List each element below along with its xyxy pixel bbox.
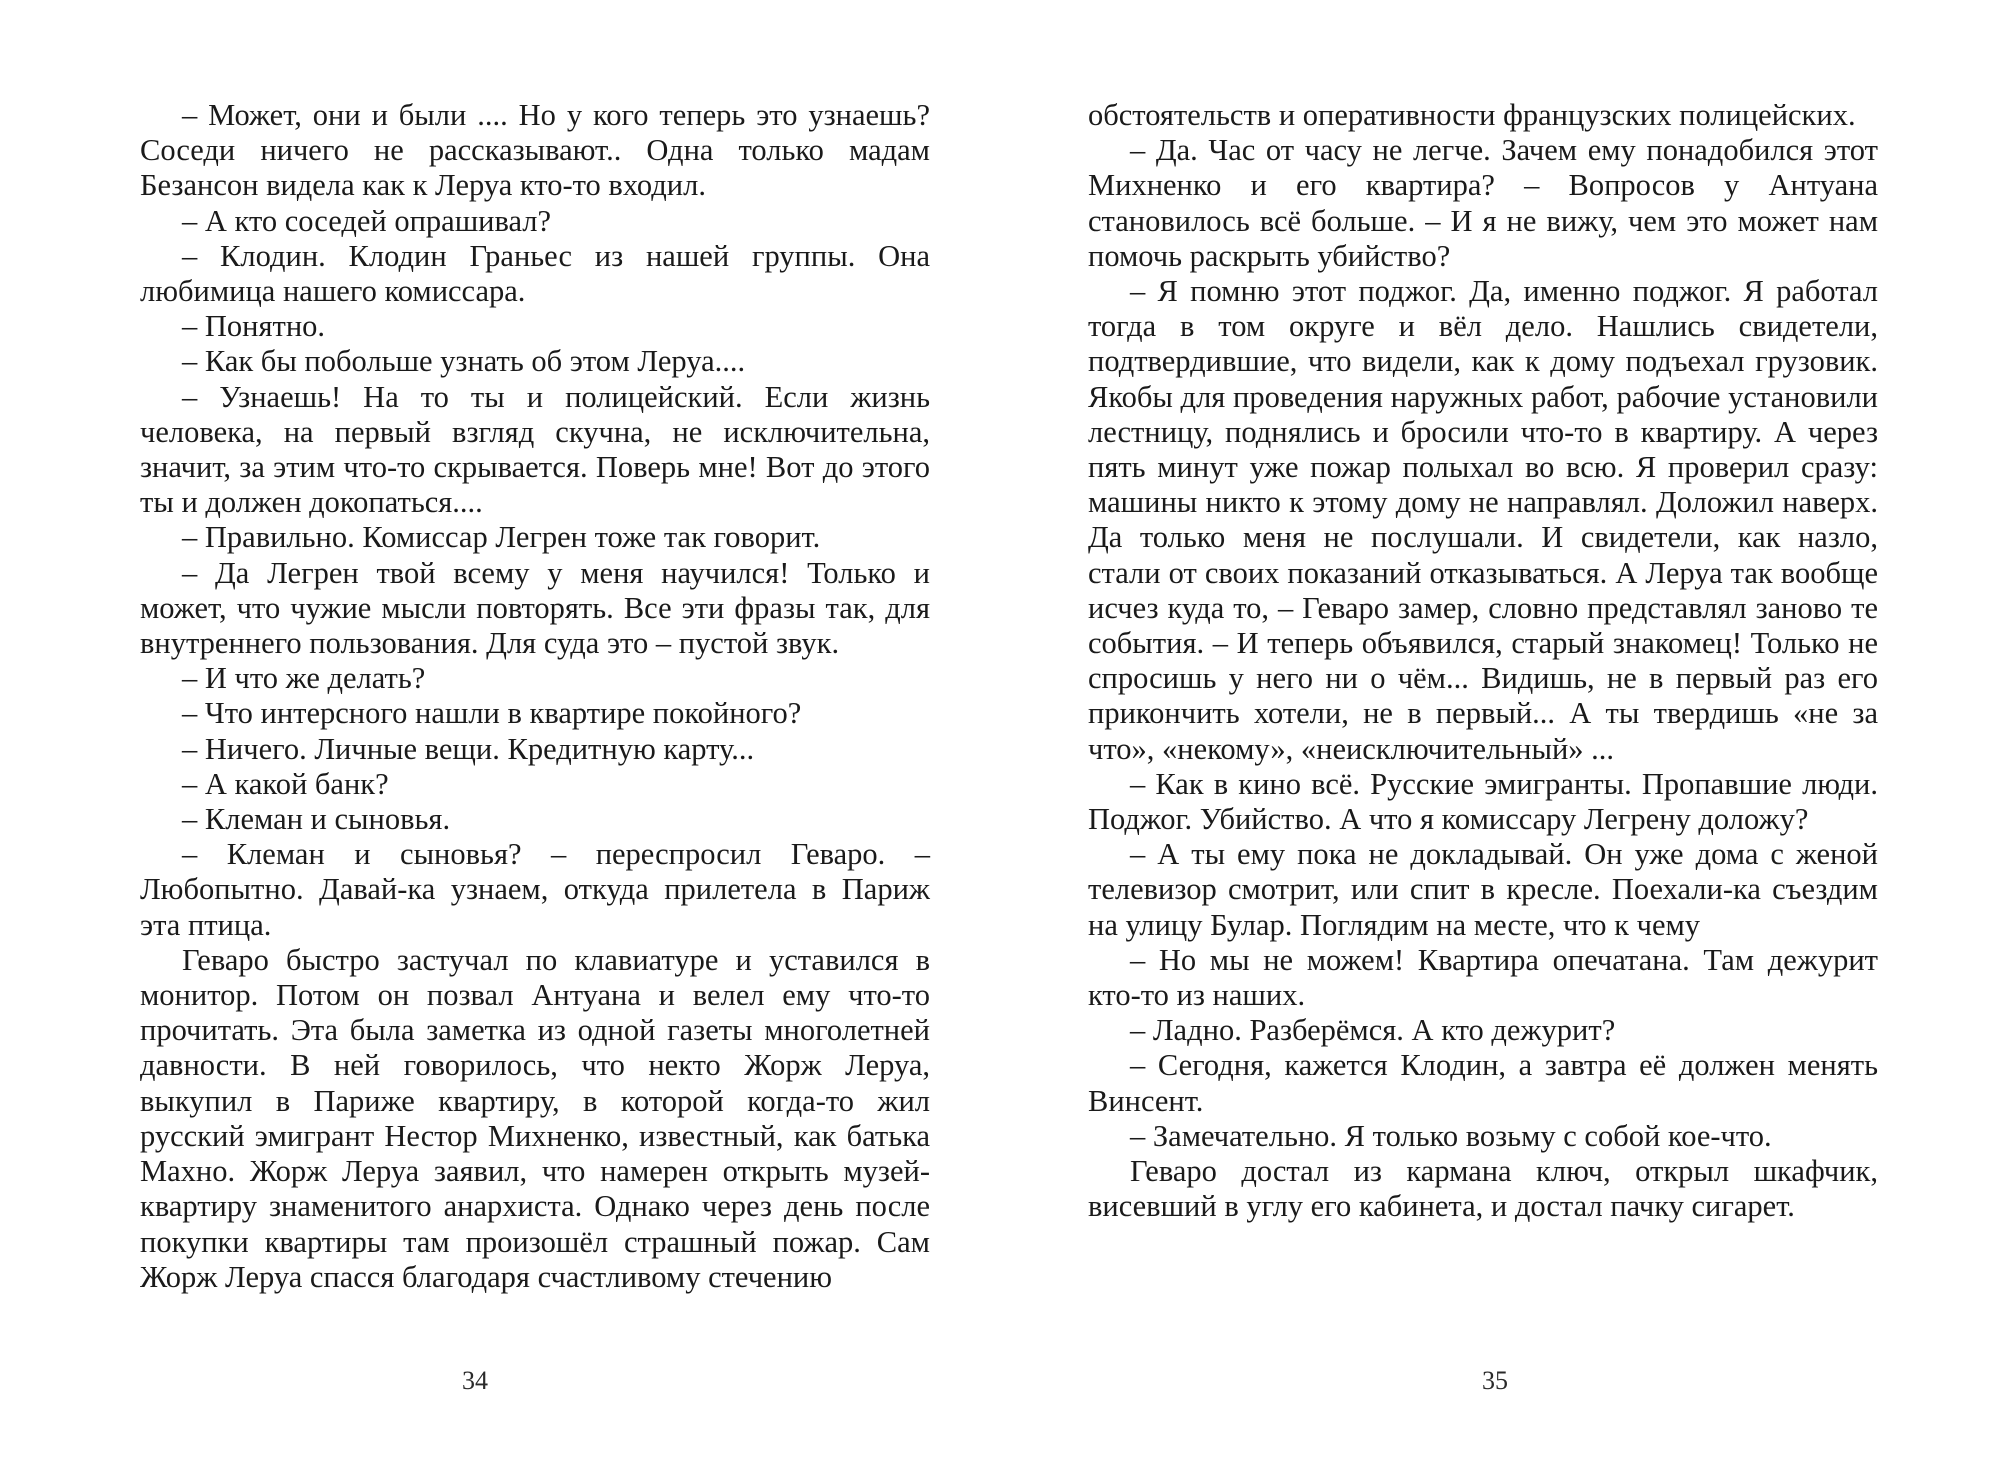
paragraph: – Ничего. Личные вещи. Кредитную карту... [182,731,755,766]
right-page [1088,98,1878,1225]
paragraph: – Но мы не можем! Квартира опечатана. Там дежурит кто-то из наших. [1088,942,1878,1013]
paragraph: – Как в кино всё. Русские эмигранты. Пропавшие люди. Поджог. Убийство. А что я комиссару Легрену доложу? [1088,766,1878,837]
paragraph: – Правильно. Комиссар Легрен тоже так говорит. [182,520,821,555]
paragraph: Геваро быстро застучал по клавиатуре и уставился в монитор. Потом он позвал Антуана и велел ему что-то прочитать. Эта была заметка из одной газеты многолетней давности. В ней говорилось, что некто Жорж Леруа, выкупил в Париже квартиру, в которой когда-то жил русский эмигрант Нестор Михненко, известный, как батька Махно. Жорж Леруа заявил, что намерен открыть музей-квартиру знаменитого анархиста. Однако через день после покупки квартиры там произошёл страшный пожар. Сам Жорж Леруа спасся благодаря счастливому стечению [140,942,930,1294]
paragraph: – А ты ему пока не докладывай. Он уже дома с женой телевизор смотрит, или спит в кресле. Поехали-ка съездим на улицу Булар. Поглядим на месте, что к чему [1088,837,1878,942]
left-page [140,98,930,1295]
paragraph: – Понятно. [182,309,326,344]
paragraph: – А какой банк? [182,766,389,801]
paragraph: – Что интерсного нашли в квартире покойного? [182,696,802,731]
paragraph: – Ладно. Разберёмся. А кто дежурит? [1130,1013,1616,1048]
continuation-paragraph: обстоятельств и оперативности французских полицейских. [1088,98,1856,132]
paragraph: – Замечательно. Я только возьму с собой кое-что. [1130,1118,1772,1153]
paragraph: – И что же делать? [182,661,426,696]
paragraph: – Я помню этот поджог. Да, именно поджог. Я работал тогда в том округе и вёл дело. Нашлись свидетели, подтвердившие, что видели, как к дому подъехал грузовик. Якобы для проведения наружных работ, рабочие установили лестницу, поднялись и бросили что-то в квартиру. А через пять минут уже пожар полыхал во всю. Я проверил сразу: машины никто к этому дому не направлял. Доложил наверх. Да только меня не послушали. И свидетели, как назло, стали от своих показаний отказываться. А Леруа так вообще исчез куда то, – Геваро замер, словно представлял заново те события. – И теперь объявился, старый знакомец! Только не спросишь у него ни о чём... Видишь, не в первый раз его прикончить хотели, не в первый... А ты твердишь «не за что», «некому», «неисключительный» ... [1088,274,1878,766]
paragraph: – Узнаешь! На то ты и полицейский. Если жизнь человека, на первый взгляд скучна, не исключительна, значит, за этим что-то скрывается. Поверь мне! Вот до этого ты и должен докопаться.... [140,379,930,520]
paragraph: – Клеман и сыновья. [182,802,451,837]
page-number-left: 34 [462,1366,488,1395]
paragraph: – А кто соседей опрашивал? [182,203,552,238]
page-number-right: 35 [1482,1366,1508,1395]
paragraph: Геваро достал из кармана ключ, открыл шкафчик, висевший в углу его кабинета, и достал пачку сигарет. [1088,1154,1878,1224]
right-page-text [1088,98,1878,1225]
paragraph: – Клодин. Клодин Граньес из нашей группы. Она любимица нашего комиссара. [140,238,930,309]
left-page-text [140,98,930,1295]
paragraph: – Клеман и сыновья? – переспросил Геваро. – Любопытно. Давай-ка узнаем, откуда прилетела в Париж эта птица. [140,837,930,942]
paragraph: – Может, они и были .... Но у кого теперь это узнаешь? Соседи ничего не рассказывают.. Одна только мадам Безансон видела как к Леруа кто-то входил. [140,98,930,203]
paragraph: – Как бы побольше узнать об этом Леруа.... [182,344,746,379]
paragraph: – Да. Час от часу не легче. Зачем ему понадобился этот Михненко и его квартира? – Вопросов у Антуана становилось всё больше. – И я не вижу, чем это может нам помочь раскрыть убийство? [1088,133,1878,273]
paragraph: – Да Легрен твой всему у меня научился! Только и может, что чужие мысли повторять. Все эти фразы так, для внутреннего пользования. Для суда это – пустой звук. [140,555,930,661]
paragraph: – Сегодня, кажется Клодин, а завтра её должен менять Винсент. [1088,1048,1878,1118]
